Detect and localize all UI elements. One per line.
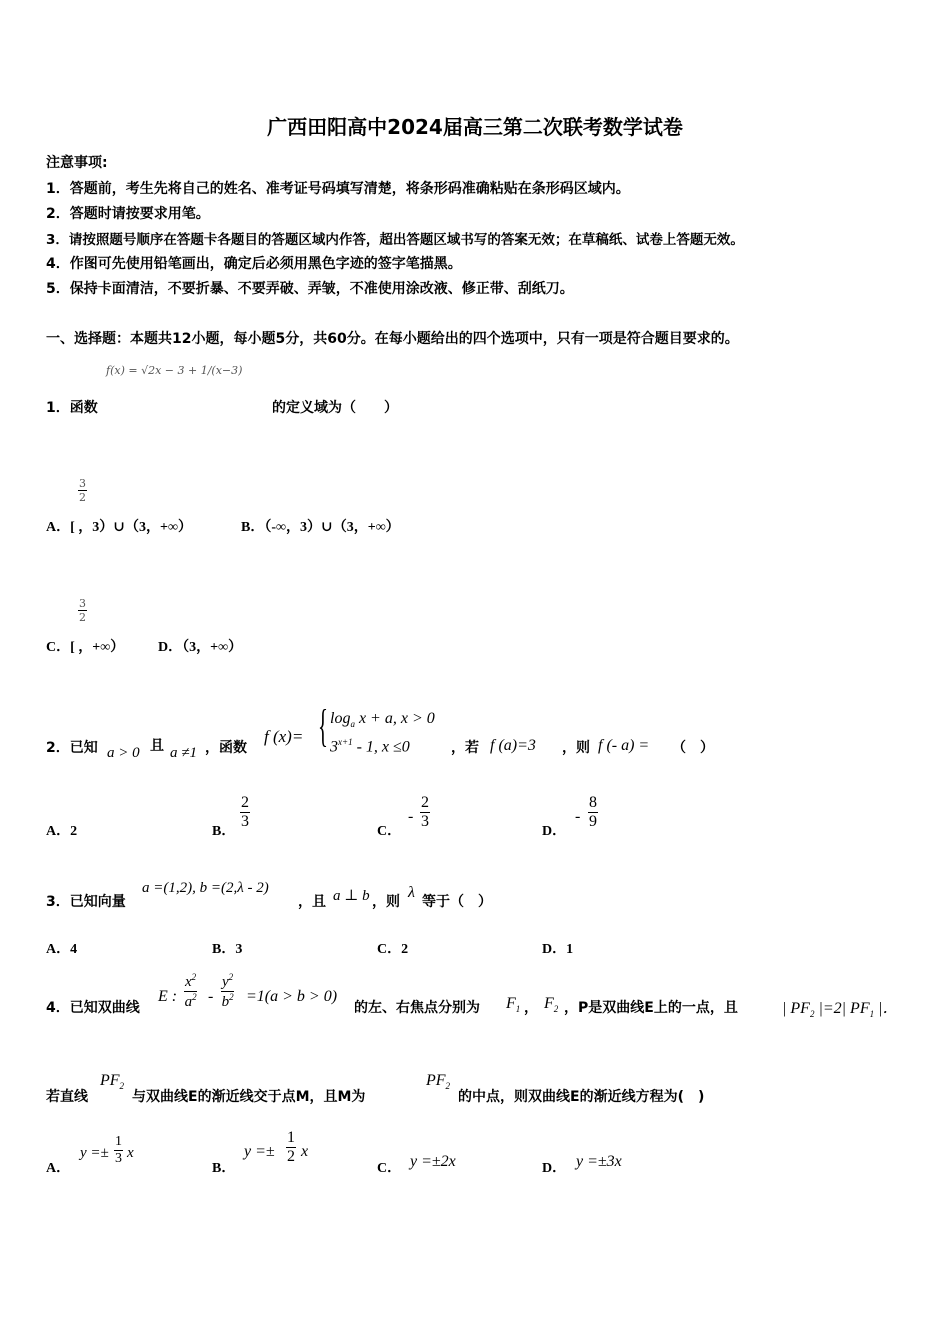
q2-option-a[interactable]: A．2 xyxy=(46,824,78,839)
q3-option-a[interactable]: A．4 xyxy=(46,942,78,957)
q4-option-d[interactable]: D． xyxy=(542,1161,567,1176)
q2-fa: f (a)=3 xyxy=(490,737,536,754)
q3-perp: a ⊥ b xyxy=(333,888,370,904)
q1-frac-a: $\frac{3}{2}$ xyxy=(79,477,86,504)
q4-line2-prefix: 若直线 xyxy=(46,1089,88,1105)
q3-lambda: λ xyxy=(408,884,415,901)
q2-option-d-minus: - xyxy=(575,808,581,825)
q4-pf2-b: $PF_2$ xyxy=(426,1072,451,1092)
note-item: 3．请按照题号顺序在答题卡各题目的答题区域内作答，超出答题区域书写的答案无效；在草稿纸、试卷上答题无效。 xyxy=(46,232,744,248)
note-item: 1．答题前，考生先将自己的姓名、准考证号码填写清楚，将条形码准确粘贴在条形码区域内。 xyxy=(46,181,630,197)
q1-option-a[interactable]: A．[ ，3）∪（3，+∞） xyxy=(46,520,192,535)
q2-option-c[interactable]: C． xyxy=(377,824,402,839)
q2-fx: f (x)= xyxy=(264,727,304,746)
q1-frac-c: $\frac{3}{2}$ xyxy=(79,597,86,624)
q2-option-b-frac: $\frac{2}{3}$ xyxy=(241,794,249,830)
q3-vectors: a =(1,2), b =(2,λ - 2) xyxy=(142,880,269,896)
q1-option-b[interactable]: B．（-∞，3）∪（3，+∞） xyxy=(241,520,400,535)
q2-func: ，函数 xyxy=(205,740,247,756)
q4-comma: ， xyxy=(524,1000,538,1016)
q3-option-c[interactable]: C．2 xyxy=(377,942,409,957)
q4-line2-end: 的中点，则双曲线E的渐近线方程为( ) xyxy=(458,1089,705,1105)
q4-abs: | $PF_2$ |=2| $PF_1$ |． xyxy=(782,1000,899,1020)
q4-e: E : xyxy=(158,988,178,1005)
q3-option-b[interactable]: B．3 xyxy=(212,942,243,957)
note-item: 4．作图可先使用铅笔画出，确定后必须用黑色字迹的签字笔描黑。 xyxy=(46,256,462,272)
q4-f1: $F_1$ xyxy=(506,995,521,1015)
q4-pf2: $PF_2$ xyxy=(100,1072,125,1092)
q4-option-a[interactable]: A． xyxy=(46,1161,71,1176)
q4-option-b[interactable]: B． xyxy=(212,1161,236,1176)
q2-fna: f (- a) = xyxy=(598,737,650,754)
q4-option-d-eq: y =±3x xyxy=(576,1153,622,1170)
q4-eq: =1(a > b > 0) xyxy=(246,988,338,1005)
q3-mid: ，且 xyxy=(298,894,326,910)
q2-if: ，若 xyxy=(451,740,479,756)
q4-option-c[interactable]: C． xyxy=(377,1161,402,1176)
page-title: 广西田阳高中2024届高三第二次联考数学试卷 xyxy=(267,115,683,139)
q1-suffix: 的定义域为（ ） xyxy=(272,400,398,416)
q4-y-frac: $\frac{y^2}{b^2}$ xyxy=(221,972,234,1010)
q4-option-a-eq: y =± xyxy=(80,1145,109,1161)
q2-option-b[interactable]: B． xyxy=(212,824,236,839)
q2-option-c-frac: $\frac{2}{3}$ xyxy=(421,794,429,830)
q4-option-b-eq: y =± xyxy=(244,1143,275,1160)
q4-option-a-x: x xyxy=(127,1145,134,1161)
q4-x-frac: $\frac{x^2}{a^2}$ xyxy=(184,972,197,1010)
q4-option-b-x: x xyxy=(301,1143,309,1160)
q4-f2: $F_2$ xyxy=(544,995,559,1015)
q4-option-c-eq: y =±2x xyxy=(410,1153,456,1170)
q2-and: 且 xyxy=(150,738,164,754)
q2-option-d-frac: $\frac{8}{9}$ xyxy=(589,794,597,830)
q2-cond1: a > 0 xyxy=(107,745,140,761)
q3-then: ，则 xyxy=(372,894,400,910)
q4-mid2: ，P是双曲线E上的一点，且 xyxy=(564,1000,738,1016)
q1-formula: 𝑓(𝑥) = √2𝑥 − 3 + 1/(𝑥−3) xyxy=(106,364,243,377)
note-item: 2．答题时请按要求用笔。 xyxy=(46,206,210,222)
q2-cond2: a ≠1 xyxy=(170,745,197,761)
q4-option-b-frac: $\frac{1}{2}$ xyxy=(287,1129,295,1165)
note-item: 5．保持卡面清洁，不要折暴、不要弄破、弄皱，不准使用涂改液、修正带、刮纸刀。 xyxy=(46,281,574,297)
q4-option-a-frac: $\frac{1}{3}$ xyxy=(115,1134,122,1166)
q1-option-d[interactable]: D．（3，+∞） xyxy=(158,640,243,655)
q2-option-c-minus: - xyxy=(408,808,414,825)
q2-case2: $3^{x+1} - 1$, x ≤0 xyxy=(330,737,410,756)
q1-prefix: 1．函数 xyxy=(46,400,98,416)
section-heading: 一、选择题：本题共12小题，每小题5分，共60分。在每小题给出的四个选项中，只有一项是符合题目要求的。 xyxy=(46,331,739,347)
q2-prefix: 2．已知 xyxy=(46,740,98,756)
q3-end: 等于（ ） xyxy=(422,894,492,910)
q4-prefix: 4．已知双曲线 xyxy=(46,1000,140,1016)
q2-end: （ ） xyxy=(672,740,714,756)
q3-prefix: 3．已知向量 xyxy=(46,894,126,910)
q1-option-c[interactable]: C．[ ，+∞） xyxy=(46,640,125,655)
q2-case1: $\log_a x + a$, x > 0 xyxy=(330,710,435,730)
q3-option-d[interactable]: D．1 xyxy=(542,942,574,957)
q4-minus: - xyxy=(208,988,214,1005)
q4-mid: 的左、右焦点分别为 xyxy=(354,1000,480,1016)
q2-then: ，则 xyxy=(562,740,590,756)
notes-heading: 注意事项: xyxy=(46,155,108,171)
q2-option-d[interactable]: D． xyxy=(542,824,567,839)
q2-brace: { xyxy=(318,700,328,751)
q4-line2-mid: 与双曲线E的渐近线交于点M，且M为 xyxy=(132,1089,366,1105)
